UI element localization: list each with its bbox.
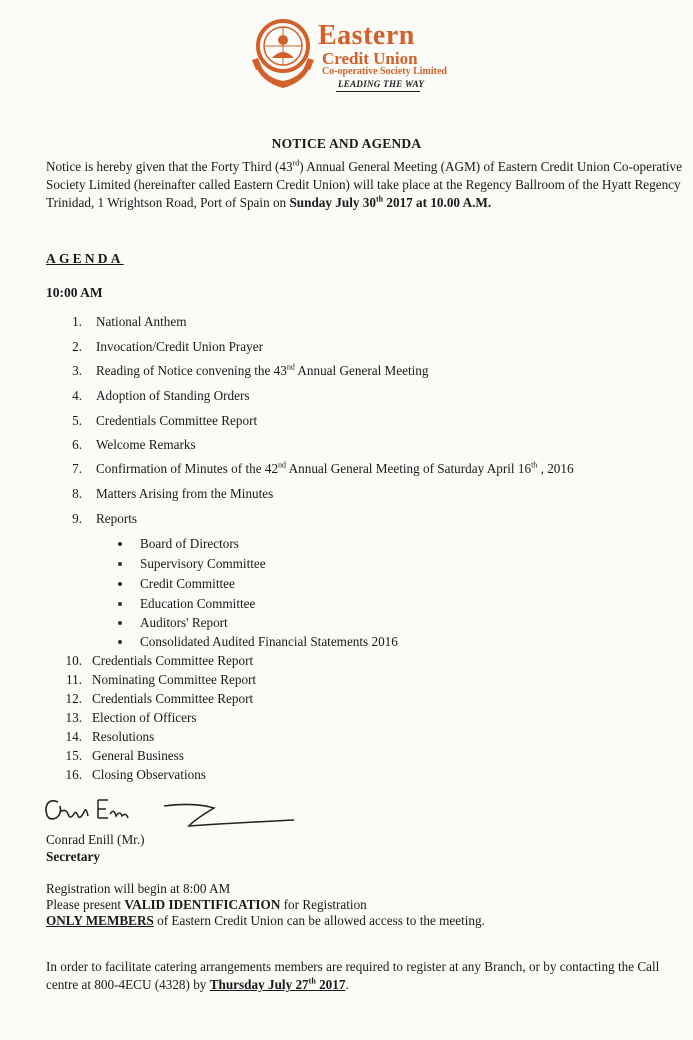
agenda-heading: AGENDA	[46, 251, 124, 266]
bullet-icon	[118, 582, 122, 586]
hands-globe-logo-icon	[248, 18, 318, 96]
registration-id-note: Please present VALID IDENTIFICATION for Registration	[46, 897, 367, 912]
logo-name-eastern: Eastern	[318, 20, 415, 51]
eastern-credit-union-logo	[248, 18, 473, 96]
notice-paragraph: Notice is hereby given that the Forty Third (43rd) Annual General Meeting (AGM) of Eastern Credit Union Co-operative Society Limited (hereinafter called Eastern Credit Union) will take place at the Regency Ballroom of the Hyatt Regency Trinidad, 1 Wrightson Road, Port of Spain on Sunday July 30th 2017 at 10.00 A.M.	[46, 158, 682, 210]
signatory-role: Secretary	[46, 849, 100, 864]
catering-notice: In order to facilitate catering arrangements members are required to register at any Branch, or by contacting the Call centre at 800-4ECU (4328) by Thursday July 27th 2017.	[46, 959, 660, 992]
notice-page: Eastern Credit Union Co-operative Society Limited LEADING THE WAY NOTICE AND AGENDA Notice is hereby given that the Forty Third (43rd) Annual General Meeting (AGM) of Eastern Credit Union Co-operative Society Limited (hereinafter called Eastern Credit Union) will take place at the Regency Ballroom of the Hyatt Regency Trinidad, 1 Wrightson Road, Port of Spain on Sunday July 30th 2017 at 10.00 A.M. AGENDA 10:00 AM 1. National Anthem 2. Invocation/Credit Union Prayer 3. Reading of Notice convening the 43nd Annual General Meeting 4. Adoption of Standing Orders 5. Credentials Committee Report 6. Welcome Remarks 7. Confirmation of Minutes of the 42nd Annual General Meeting of Saturday April 16th , 2016 8. Matters Arising from the Minutes 9. Reports Board of Directors Supervisory Committee Credit Committee Education Committee Auditors' Report Consolidated Audited Financial Statements 2016 10. Credentials Committee Report 11. Nominating Committee Report 12. Credentials Committee Report 13. Election of Officers 14. Resolutions 15. General Business 16. Closing Observations Conrad Enill (Mr.) Secretary Registration will begin at 8:00 AM Please present VALID IDENTIFICATION for Registration ONLY MEMBERS of Eastern Credit Union can be allowed access to the meeting. In order to facilitate catering arrangements members are required to register at any Branch, or by contacting the Call centre at 800-4ECU (4328) by Thursday July 27th 2017.	[0, 0, 693, 1040]
logo-name-cooperative: Co-operative Society Limited	[322, 66, 447, 77]
registration-time: Registration will begin at 8:00 AM	[46, 881, 231, 896]
bullet-icon	[118, 640, 122, 644]
bullet-icon	[118, 602, 122, 606]
logo-name-credit-union: Credit Union	[322, 49, 418, 68]
bullet-icon	[118, 562, 122, 566]
registration-members-note: ONLY MEMBERS of Eastern Credit Union can be allowed access to the meeting.	[46, 913, 485, 928]
logo-tagline: LEADING THE WAY	[338, 79, 425, 89]
signatory-name: Conrad Enill (Mr.)	[46, 832, 145, 847]
logo-tagline-rule	[336, 91, 420, 92]
bullet-icon	[118, 542, 122, 546]
bullet-icon	[118, 621, 122, 625]
agenda-start-time: 10:00 AM	[46, 285, 103, 300]
document-title: NOTICE AND AGENDA	[271, 136, 422, 151]
